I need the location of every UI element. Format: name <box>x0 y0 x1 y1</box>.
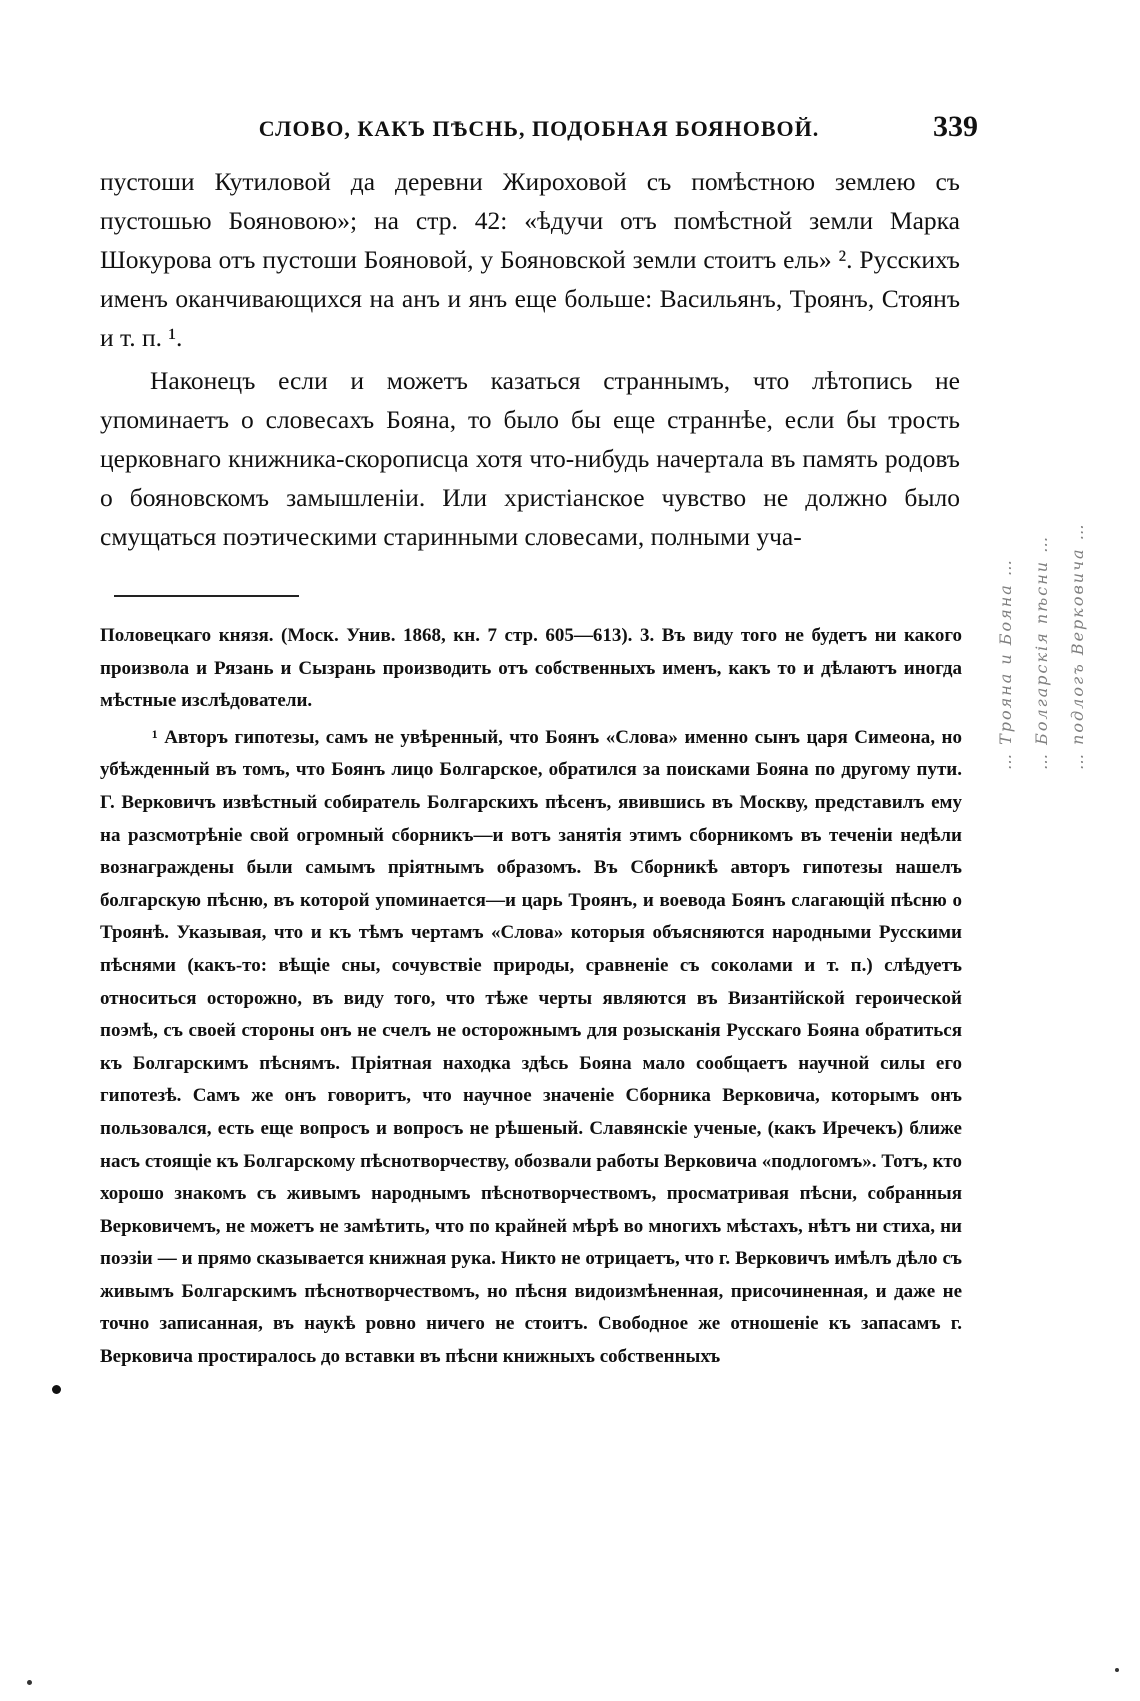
marginal-note-1: … Трояна и Бояна … <box>996 558 1015 770</box>
footnote-1: ¹ Авторъ гипотезы, самъ не увѣренный, что Боянъ «Слова» именно сынъ царя Симеона, но убѣжденный въ томъ, что Боянъ лицо Болгарское, обратился за поисками Бояна по другому пути. Г. Верковичъ извѣстный собиратель Болгарскихъ пѣсенъ, явившись въ Москву, представилъ ему на разсмотрѣніе свой огромный сборникъ—и вотъ занятія этимъ сборникомъ въ теченіи недѣли вознаграждены были самымъ пріятнымъ образомъ. Въ Сборникѣ авторъ гипотезы нашелъ болгарскую пѣсню, въ которой упоминается—и царь Троянъ, и воевода Боянъ слагающій пѣсню о Троянѣ. Указывая, что и къ тѣмъ чертамъ «Слова» которыя объясняются народными Русскими пѣснями (какъ-то: вѣщіе сны, сочувствіе природы, сравненіе съ соколами и т. п.) слѣдуетъ относиться осторожно, въ виду того, что тѣже черты являются въ Византійской героической поэмѣ, съ своей стороны онъ не счелъ не осторожнымъ для розысканія Русскаго Бояна обратиться къ Болгарскимъ пѣснямъ. Пріятная находка здѣсь Бояна мало сообщаетъ научной силы его гипотезѣ. Самъ же онъ говоритъ, что научное значеніе Сборника Верковича, которымъ онъ пользовался, есть еще вопросъ и вопросъ не рѣшеный. Славянскіе ученые, (какъ Иречекъ) ближе насъ стоящіе къ Болгарскому пѣснотворчеству, обозвали работы Верковича «подлогомъ». Тотъ, кто хорошо знакомъ съ живымъ народнымъ пѣснотворчествомъ, просматривая пѣсни, собранныя Верковичемъ, не можетъ не замѣтить, что по крайней мѣрѣ во многихъ мѣстахъ, нѣтъ ни стиха, ни поэзіи — и прямо сказывается книжная рука. Никто не отрицаетъ, что г. Верковичъ имѣлъ дѣло съ живымъ Болгарскимъ пѣснотворчествомъ, но пѣсня видоизмѣненная, присочиненная, и даже не точно записанная, въ наукѣ ровно ничего не стоитъ. Свободное же отношеніе къ запасамъ г. Верковича простиралось до вставки въ пѣсни книжныхъ собственныхъ <box>100 726 962 1368</box>
paragraph-1: пустоши Кутиловой да деревни Жироховой съ помѣстною землею съ пустошью Бояновою»; на стр. 42: «ѣдучи отъ помѣстной земли Марка Шокурова отъ пустоши Бояновой, у Бояновской земли стоитъ ель» ². Русскихъ именъ оканчивающихся на анъ и янъ еще больше: Васильянъ, Троянъ, Стоянъ и т. п. ¹. <box>100 167 960 352</box>
handwritten-marginalia <box>990 150 1110 770</box>
footnote-rule <box>114 595 299 597</box>
marginal-note-3: … подлогъ Верковича … <box>1068 522 1087 770</box>
page-number: 339 <box>933 110 978 143</box>
main-text <box>100 162 960 556</box>
page-header <box>100 110 978 150</box>
speck-left <box>27 1680 32 1685</box>
running-title: СЛОВО, КАКЪ ПѢСНЬ, ПОДОБНАЯ БОЯНОВОЙ. <box>258 116 820 141</box>
paragraph-2: Наконецъ если и можетъ казаться страннымъ, что лѣтопись не упоминаетъ о словесахъ Бояна, то было бы еще страннѣе, если бы трость церковнаго книжника-скорописца хотя что-нибудь начертала въ память родовъ о бояновскомъ замышленіи. Или христіанское чувство не должно было смущаться поэтическими старинными словесами, полными уча- <box>100 366 960 551</box>
speck-right <box>1115 1668 1119 1672</box>
ink-blot <box>52 1385 61 1394</box>
marginal-note-2: … Болгарскія пѣсни … <box>1032 534 1051 770</box>
footnotes <box>100 620 962 1374</box>
footnote-continuation: Половецкаго князя. (Моск. Унив. 1868, кн. 7 стр. 605—613). 3. Въ виду того не будетъ ни какого произвола и Рязань и Сызрань производить отъ собственныхъ именъ, какъ то и дѣлаютъ иногда мѣстные изслѣдователи. <box>100 625 962 712</box>
